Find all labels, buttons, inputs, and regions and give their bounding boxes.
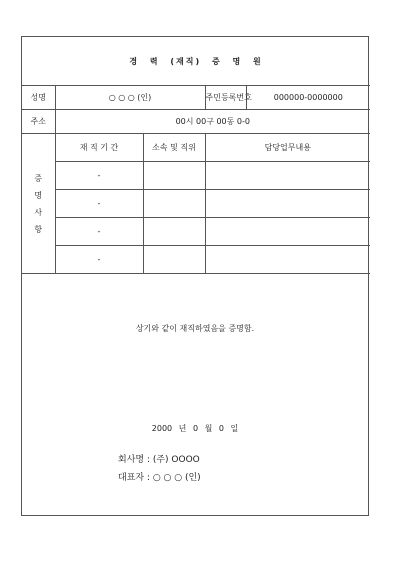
table-row [22,246,370,274]
rrn-value: 000000-0000000 [246,86,370,110]
table-row [22,162,370,190]
career-label-char: 증 [34,173,43,183]
position-cell [143,190,205,218]
document-title: 경 력 (재직) 증 명 원 [22,37,370,86]
duty-cell [205,190,370,218]
career-label-char: 항 [34,224,43,234]
certification-body [22,287,368,515]
career-label-char: 사 [34,207,43,217]
table-row [22,190,370,218]
certificate-table [22,37,370,274]
duty-cell [205,246,370,274]
company-name: 회사명 : (주) OOOO [118,455,200,465]
address-label: 주소 [22,110,55,134]
period-cell: - [55,246,143,274]
position-cell [143,246,205,274]
period-cell: - [55,162,143,190]
column-header-duty: 담당업무내용 [205,134,370,162]
name-value: ○ ○ ○ (인) [55,86,205,110]
column-header-period: 재 직 기 간 [55,134,143,162]
certificate-document [21,36,369,516]
table-row [22,218,370,246]
issue-date: 2000 년 0 월 0 일 [151,424,239,433]
career-label-char: 명 [34,190,43,200]
duty-cell [205,218,370,246]
duty-cell [205,162,370,190]
rrn-label: 주민등록번호 [205,86,246,110]
position-cell [143,218,205,246]
period-cell: - [55,218,143,246]
column-header-position: 소속 및 직위 [143,134,205,162]
name-label: 성명 [22,86,55,110]
position-cell [143,162,205,190]
career-section-label [22,134,55,274]
representative-name: 대표자 : ○ ○ ○ (인) [118,473,201,483]
address-value: 00시 00구 00동 0-0 [55,110,370,134]
period-cell: - [55,190,143,218]
certification-statement: 상기와 같이 재직하였음을 증명함. [135,324,255,333]
